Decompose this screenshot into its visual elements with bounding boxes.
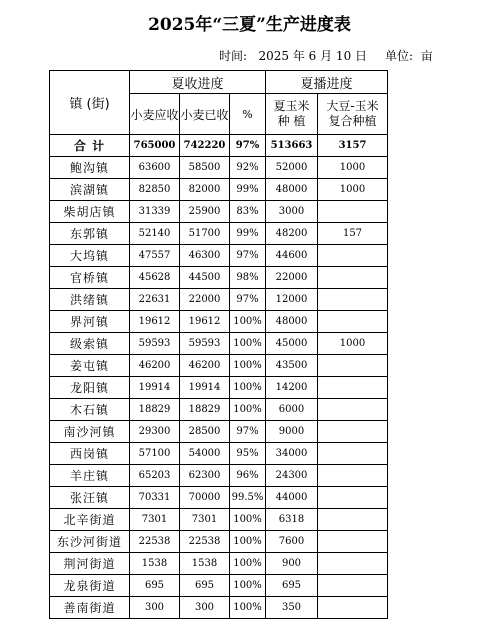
wheat-due-cell: 22631 [130, 289, 180, 311]
summer-corn-cell: 45000 [266, 333, 318, 355]
town-cell: 龙阳镇 [50, 377, 130, 399]
header-summer-corn-line2: 种 植 [277, 114, 306, 128]
percent-cell: 100% [230, 531, 266, 553]
summer-corn-cell: 900 [266, 553, 318, 575]
town-cell: 界河镇 [50, 311, 130, 333]
soy-corn-cell [318, 487, 388, 509]
header-summer-corn-line1: 夏玉米 [273, 99, 310, 113]
town-cell: 北辛街道 [50, 509, 130, 531]
soy-corn-cell [318, 245, 388, 267]
wheat-done-cell: 58500 [180, 157, 230, 179]
summer-corn-cell: 6318 [266, 509, 318, 531]
soy-corn-cell [318, 399, 388, 421]
time-label: 时间: [219, 49, 248, 63]
wheat-done-cell: 51700 [180, 223, 230, 245]
summer-corn-cell: 48000 [266, 179, 318, 201]
percent-cell: 100% [230, 575, 266, 597]
wheat-due-cell: 47557 [130, 245, 180, 267]
percent-cell: 97% [230, 245, 266, 267]
soy-corn-cell [318, 377, 388, 399]
table-row [50, 333, 388, 355]
header-soy-corn-line2: 复合种植 [328, 114, 377, 128]
wheat-done-cell: 22538 [180, 531, 230, 553]
table-row [50, 553, 388, 575]
summer-corn-cell: 12000 [266, 289, 318, 311]
wheat-done-cell: 18829 [180, 399, 230, 421]
soy-corn-cell [318, 531, 388, 553]
summer-corn-cell: 43500 [266, 355, 318, 377]
summer-corn-cell: 24300 [266, 465, 318, 487]
table-row [50, 355, 388, 377]
soy-corn-cell: 3157 [318, 135, 388, 157]
table-row [50, 377, 388, 399]
wheat-done-cell: 70000 [180, 487, 230, 509]
wheat-due-cell: 65203 [130, 465, 180, 487]
town-cell: 姜屯镇 [50, 355, 130, 377]
table-row [50, 223, 388, 245]
table-row [50, 443, 388, 465]
table-row [50, 267, 388, 289]
table-row [50, 399, 388, 421]
wheat-done-cell: 46200 [180, 355, 230, 377]
soy-corn-cell: 1000 [318, 179, 388, 201]
summer-corn-cell: 34000 [266, 443, 318, 465]
wheat-done-cell: 19914 [180, 377, 230, 399]
wheat-done-cell: 300 [180, 597, 230, 619]
wheat-done-cell: 1538 [180, 553, 230, 575]
summer-corn-cell: 6000 [266, 399, 318, 421]
soy-corn-cell: 1000 [318, 333, 388, 355]
wheat-done-cell: 742220 [180, 135, 230, 157]
table-row [50, 201, 388, 223]
summer-corn-cell: 513663 [266, 135, 318, 157]
percent-cell: 100% [230, 355, 266, 377]
wheat-due-cell: 18829 [130, 399, 180, 421]
unit-value: 亩 [420, 49, 433, 63]
table-row [50, 179, 388, 201]
header-percent: % [230, 94, 266, 135]
town-cell: 滨湖镇 [50, 179, 130, 201]
town-cell: 东沙河街道 [50, 531, 130, 553]
wheat-done-cell: 7301 [180, 509, 230, 531]
percent-cell: 96% [230, 465, 266, 487]
wheat-due-cell: 63600 [130, 157, 180, 179]
wheat-done-cell: 28500 [180, 421, 230, 443]
percent-cell: 100% [230, 377, 266, 399]
page-title: 2025年“三夏”生产进度表 [148, 15, 351, 35]
percent-cell: 95% [230, 443, 266, 465]
header-wheat-due: 小麦应收 [130, 94, 180, 135]
wheat-done-cell: 22000 [180, 289, 230, 311]
wheat-done-cell: 695 [180, 575, 230, 597]
wheat-done-cell: 44500 [180, 267, 230, 289]
total-row [50, 135, 388, 157]
town-cell: 大坞镇 [50, 245, 130, 267]
table-row [50, 289, 388, 311]
percent-cell: 92% [230, 157, 266, 179]
soy-corn-cell [318, 465, 388, 487]
header-wheat-done: 小麦已收 [180, 94, 230, 135]
summer-corn-cell: 350 [266, 597, 318, 619]
percent-cell: 99% [230, 223, 266, 245]
summer-corn-cell: 52000 [266, 157, 318, 179]
wheat-due-cell: 46200 [130, 355, 180, 377]
percent-cell: 100% [230, 509, 266, 531]
table-row [50, 465, 388, 487]
summer-corn-cell: 14200 [266, 377, 318, 399]
table-row [50, 157, 388, 179]
header-harvest-group: 夏收进度 [130, 71, 266, 94]
wheat-done-cell: 46300 [180, 245, 230, 267]
soy-corn-cell [318, 421, 388, 443]
summer-corn-cell: 48200 [266, 223, 318, 245]
time-value: 2025 年 6 月 10 日 [258, 49, 368, 63]
summer-corn-cell: 44000 [266, 487, 318, 509]
soy-corn-cell [318, 355, 388, 377]
percent-cell: 100% [230, 553, 266, 575]
percent-cell: 99% [230, 179, 266, 201]
town-cell: 柴胡店镇 [50, 201, 130, 223]
town-cell: 合 计 [50, 135, 130, 157]
wheat-due-cell: 695 [130, 575, 180, 597]
wheat-due-cell: 7301 [130, 509, 180, 531]
percent-cell: 100% [230, 399, 266, 421]
percent-cell: 100% [230, 597, 266, 619]
header-sowing-group: 夏播进度 [266, 71, 388, 94]
wheat-due-cell: 1538 [130, 553, 180, 575]
percent-cell: 97% [230, 135, 266, 157]
report-time [219, 47, 367, 64]
soy-corn-cell: 157 [318, 223, 388, 245]
town-cell: 官桥镇 [50, 267, 130, 289]
summer-corn-cell: 48000 [266, 311, 318, 333]
table-row [50, 531, 388, 553]
percent-cell: 100% [230, 311, 266, 333]
header-town: 镇 (街) [50, 71, 130, 135]
wheat-due-cell: 45628 [130, 267, 180, 289]
table-row [50, 421, 388, 443]
wheat-due-cell: 300 [130, 597, 180, 619]
report-unit [385, 47, 433, 64]
soy-corn-cell [318, 311, 388, 333]
town-cell: 洪绪镇 [50, 289, 130, 311]
soy-corn-cell: 1000 [318, 157, 388, 179]
soy-corn-cell [318, 597, 388, 619]
unit-label: 单位: [385, 49, 414, 63]
wheat-due-cell: 52140 [130, 223, 180, 245]
soy-corn-cell [318, 575, 388, 597]
wheat-due-cell: 70331 [130, 487, 180, 509]
soy-corn-cell [318, 443, 388, 465]
town-cell: 西岗镇 [50, 443, 130, 465]
wheat-due-cell: 22538 [130, 531, 180, 553]
town-cell: 鲍沟镇 [50, 157, 130, 179]
table-row [50, 311, 388, 333]
table-row [50, 487, 388, 509]
wheat-due-cell: 29300 [130, 421, 180, 443]
wheat-done-cell: 19612 [180, 311, 230, 333]
town-cell: 荆河街道 [50, 553, 130, 575]
wheat-due-cell: 82850 [130, 179, 180, 201]
wheat-done-cell: 25900 [180, 201, 230, 223]
wheat-due-cell: 59593 [130, 333, 180, 355]
wheat-due-cell: 19914 [130, 377, 180, 399]
soy-corn-cell [318, 267, 388, 289]
percent-cell: 99.5% [230, 487, 266, 509]
percent-cell: 98% [230, 267, 266, 289]
summer-corn-cell: 44600 [266, 245, 318, 267]
town-cell: 善南街道 [50, 597, 130, 619]
table-row [50, 245, 388, 267]
table-row [50, 597, 388, 619]
percent-cell: 97% [230, 421, 266, 443]
summer-corn-cell: 695 [266, 575, 318, 597]
summer-corn-cell: 9000 [266, 421, 318, 443]
town-cell: 南沙河镇 [50, 421, 130, 443]
table-row [50, 509, 388, 531]
town-cell: 木石镇 [50, 399, 130, 421]
town-cell: 张汪镇 [50, 487, 130, 509]
town-cell: 羊庄镇 [50, 465, 130, 487]
soy-corn-cell [318, 289, 388, 311]
summer-corn-cell: 3000 [266, 201, 318, 223]
header-row-1 [50, 71, 388, 94]
wheat-due-cell: 765000 [130, 135, 180, 157]
percent-cell: 97% [230, 289, 266, 311]
header-soy-corn [318, 94, 388, 135]
wheat-done-cell: 59593 [180, 333, 230, 355]
wheat-done-cell: 62300 [180, 465, 230, 487]
wheat-due-cell: 31339 [130, 201, 180, 223]
soy-corn-cell [318, 201, 388, 223]
progress-table [49, 70, 388, 619]
wheat-done-cell: 54000 [180, 443, 230, 465]
summer-corn-cell: 22000 [266, 267, 318, 289]
wheat-due-cell: 19612 [130, 311, 180, 333]
header-soy-corn-line1: 大豆-玉米 [326, 99, 379, 113]
soy-corn-cell [318, 509, 388, 531]
wheat-due-cell: 57100 [130, 443, 180, 465]
town-cell: 级索镇 [50, 333, 130, 355]
town-cell: 东郭镇 [50, 223, 130, 245]
header-summer-corn [266, 94, 318, 135]
table-row [50, 575, 388, 597]
percent-cell: 100% [230, 333, 266, 355]
town-cell: 龙泉街道 [50, 575, 130, 597]
percent-cell: 83% [230, 201, 266, 223]
wheat-done-cell: 82000 [180, 179, 230, 201]
soy-corn-cell [318, 553, 388, 575]
summer-corn-cell: 7600 [266, 531, 318, 553]
